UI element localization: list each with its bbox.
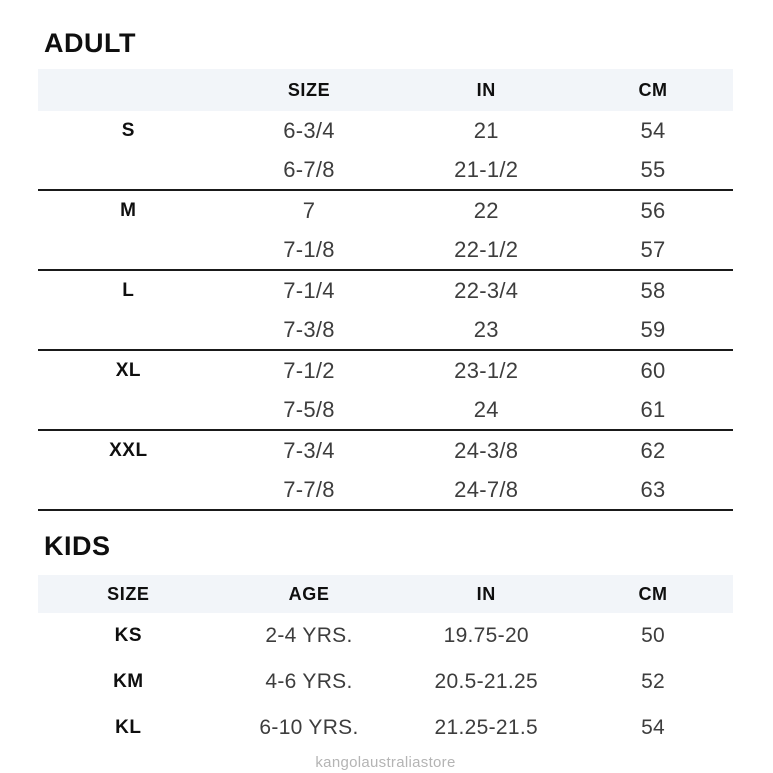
adult-table-header-row: [38, 69, 733, 111]
cell-in: 22-1/2: [454, 236, 519, 262]
table-row: [38, 705, 733, 751]
cell-size: 7-1/8: [283, 236, 335, 262]
table-row: [38, 431, 733, 470]
cell-in: 24-7/8: [454, 476, 519, 502]
table-row: [38, 390, 733, 429]
cell-size: 6-3/4: [283, 117, 335, 143]
cell-in: 23-1/2: [454, 357, 519, 383]
adult-header-cm: CM: [638, 79, 668, 100]
cell-cm: 62: [640, 437, 666, 463]
cell-cm: 50: [641, 624, 666, 647]
table-row: [38, 150, 733, 189]
cell-cm: 55: [640, 156, 666, 182]
cell-cm: 56: [640, 197, 666, 223]
table-row: [38, 659, 733, 705]
adult-group-m: [38, 191, 733, 271]
adult-section-title: ADULT: [44, 28, 136, 58]
cell-cm: 52: [641, 670, 666, 693]
kids-header-size: SIZE: [107, 583, 150, 604]
row-label: KS: [114, 625, 143, 646]
cell-in: 21: [473, 117, 499, 143]
row-label: S: [121, 119, 135, 141]
cell-age: 4-6 YRS.: [265, 670, 353, 693]
row-label: L: [122, 279, 135, 301]
row-label: KM: [113, 671, 144, 692]
kids-table-header-row: [38, 575, 733, 613]
cell-cm: 54: [641, 716, 666, 739]
cell-in: 20.5-21.25: [434, 670, 538, 693]
cell-in: 21-1/2: [454, 156, 519, 182]
adult-group-l: [38, 271, 733, 351]
cell-size: 6-7/8: [283, 156, 335, 182]
table-row: [38, 351, 733, 390]
store-watermark: kangolaustraliastore: [315, 754, 456, 771]
cell-cm: 57: [640, 236, 666, 262]
adult-group-xl: [38, 351, 733, 431]
row-label: M: [120, 199, 137, 221]
cell-age: 6-10 YRS.: [259, 716, 359, 739]
cell-size: 7-1/2: [283, 357, 335, 383]
cell-age: 2-4 YRS.: [265, 624, 353, 647]
table-row: [38, 310, 733, 349]
cell-in: 22: [473, 197, 499, 223]
cell-size: 7-3/8: [283, 316, 335, 342]
adult-section: [38, 30, 733, 511]
table-row: [38, 613, 733, 659]
cell-size: 7-1/4: [283, 277, 335, 303]
cell-cm: 54: [640, 117, 666, 143]
cell-size: 7-3/4: [283, 437, 335, 463]
adult-header-size: SIZE: [287, 79, 331, 100]
cell-in: 19.75-20: [443, 624, 529, 647]
kids-header-in: IN: [476, 583, 496, 604]
kids-section: [38, 533, 733, 751]
row-label: KL: [115, 717, 142, 738]
cell-size: 7-5/8: [283, 396, 335, 422]
kids-header-age: AGE: [288, 583, 330, 604]
cell-cm: 63: [640, 476, 666, 502]
adult-size-table: [38, 69, 733, 511]
adult-group-xxl: [38, 431, 733, 511]
row-label: XXL: [109, 439, 148, 461]
table-row: [38, 470, 733, 509]
kids-section-title: KIDS: [44, 531, 111, 561]
cell-in: 24: [473, 396, 499, 422]
kids-size-table: [38, 575, 733, 751]
adult-header-in: IN: [476, 79, 496, 100]
cell-in: 22-3/4: [454, 277, 519, 303]
cell-cm: 58: [640, 277, 666, 303]
table-row: [38, 271, 733, 310]
cell-cm: 59: [640, 316, 666, 342]
cell-cm: 60: [640, 357, 666, 383]
table-row: [38, 230, 733, 269]
cell-size: 7-7/8: [283, 476, 335, 502]
adult-group-s: [38, 111, 733, 191]
kids-header-cm: CM: [638, 583, 668, 604]
cell-in: 23: [473, 316, 499, 342]
cell-cm: 61: [640, 396, 666, 422]
cell-in: 21.25-21.5: [434, 716, 538, 739]
cell-in: 24-3/8: [454, 437, 519, 463]
table-row: [38, 191, 733, 230]
row-label: XL: [115, 359, 141, 381]
table-row: [38, 111, 733, 150]
cell-size: 7: [302, 197, 316, 223]
